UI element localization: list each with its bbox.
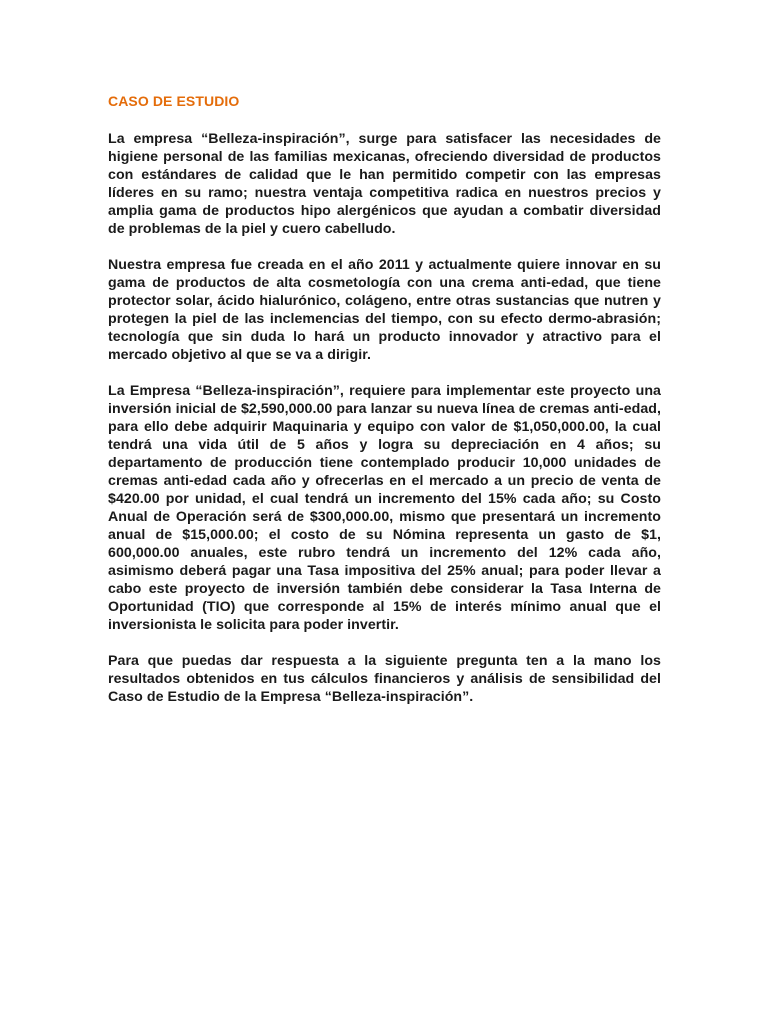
paragraph-company-intro: La empresa “Belleza-inspiración”, surge para satisfacer las necesidades de higiene personal de las familias mexicanas, ofreciendo diversidad de productos con estándares de calidad que le han permitido competir con las empresas líderes en su ramo; nuestra ventaja competitiva radica en nuestros precios y amplia gama de productos hipo alergénicos que ayudan a combatir diversidad de problemas de la piel y cuero cabelludo.	[108, 131, 661, 237]
paragraph-investment-details: La Empresa “Belleza-inspiración”, requiere para implementar este proyecto una inversión inicial de $2,590,000.00 para lanzar su nueva línea de cremas anti-edad, para ello debe adquirir Maquinaria y equipo con valor de $1,050,000.00, la cual tendrá una vida útil de 5 años y logra su depreciación en 4 años; su departamento de producción tiene contemplado producir 10,000 unidades de cremas anti-edad cada año y ofrecerlas en el mercado a un precio de venta de $420.00 por unidad, el cual tendrá un incremento del 15% cada año; su Costo Anual de Operación será de $300,000.00, mismo que presentará un incremento anual de $15,000.00; el costo de su Nómina representa un gasto de $1, 600,000.00 anuales, este rubro tendrá un incremento del 12% cada año, asimismo deberá pagar una Tasa impositiva del 25% anual; para poder llevar a cabo este proyecto de inversión también debe considerar la Tasa Interna de Oportunidad (TIO) que corresponde al 15% de interés mínimo anual que el inversionista le solicita para poder invertir.	[108, 383, 661, 633]
document-page	[108, 92, 661, 724]
document-title: CASO DE ESTUDIO	[108, 93, 240, 109]
paragraph-product-innovation: Nuestra empresa fue creada en el año 2011 y actualmente quiere innovar en su gama de productos de alta cosmetología con una crema anti-edad, que tiene protector solar, ácido hialurónico, colágeno, entre otras sustancias que nutren y protegen la piel de las inclemencias del tiempo, con su efecto dermo-abrasión; tecnología que sin duda lo hará un producto innovador y atractivo para el mercado objetivo al que se va a dirigir.	[108, 257, 661, 363]
paragraph-instructions: Para que puedas dar respuesta a la siguiente pregunta ten a la mano los resultados obtenidos en tus cálculos financieros y análisis de sensibilidad del Caso de Estudio de la Empresa “Belleza-inspiración”.	[108, 653, 661, 705]
